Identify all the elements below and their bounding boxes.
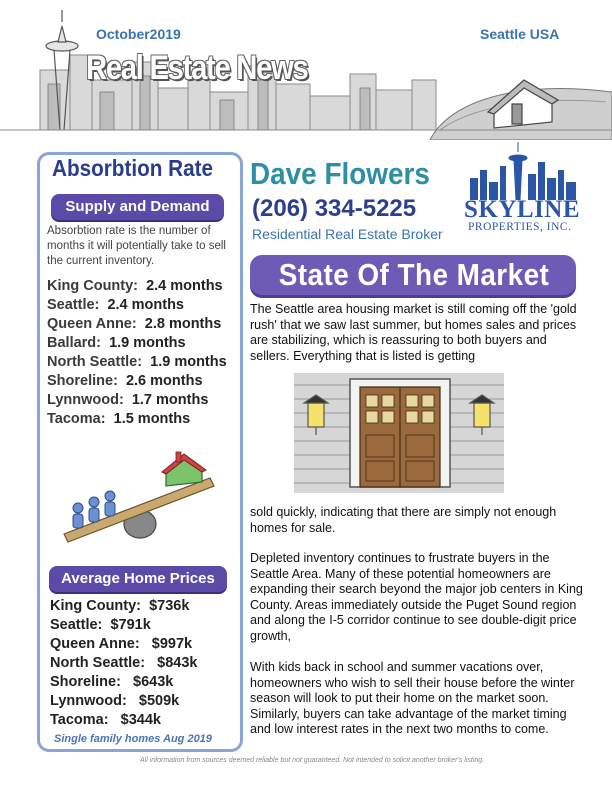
absorption-description: Absorbtion rate is the number of months it will potentially take to sell the current inventory. xyxy=(47,225,226,267)
supply-demand-badge: Supply and Demand xyxy=(51,194,224,220)
broker-role: Residential Real Estate Broker xyxy=(252,226,443,242)
location-label: Seattle USA xyxy=(480,26,560,42)
front-door-illustration xyxy=(294,373,504,493)
broker-name: Dave Flowers xyxy=(250,156,430,191)
article-paragraph: The Seattle area housing market is still coming off the 'gold rush' that we saw last summer, but homes sales and prices are stabilizing, which is reassuring to both buyers and sellers. Everything that is listed is getting xyxy=(250,302,577,363)
price-row: King County: $736k xyxy=(50,598,190,614)
newsletter-title: Real Estate News xyxy=(86,49,308,87)
absorption-row: Seattle: 2.4 months xyxy=(47,297,184,313)
price-footnote: Single family homes Aug 2019 xyxy=(54,733,212,745)
skyline-logo-icon xyxy=(466,142,580,200)
absorption-row: Shoreline: 2.6 months xyxy=(47,373,203,389)
section-title: State Of The Market xyxy=(278,257,550,292)
price-row: Tacoma: $344k xyxy=(50,712,161,728)
issue-date: October2019 xyxy=(96,26,181,42)
article-paragraph: Depleted inventory continues to frustrate buyers in the Seattle Area. Many of these potential homeowners are expanding their search beyond the major job centers in King County. Areas immediately outside the Puget Sound region and along the I-5 corridor continue to see double-digit price growth, xyxy=(250,551,583,643)
article-paragraph: With kids back in school and summer vacations over, homeowners who wish to sell their house before the winter season will look to put their home on the market soon. Similarly, buyers can take advantage of the market timing and low interest rates in the next two months to come. xyxy=(250,660,575,736)
price-row: Lynnwood: $509k xyxy=(50,693,180,709)
price-row: North Seattle: $843k xyxy=(50,655,198,671)
broker-phone[interactable]: (206) 334-5225 xyxy=(252,195,417,222)
absorption-row: Queen Anne: 2.8 months xyxy=(47,316,222,332)
price-row: Queen Anne: $997k xyxy=(50,636,193,652)
absorption-row: Tacoma: 1.5 months xyxy=(47,411,191,427)
absorption-row: Ballard: 1.9 months xyxy=(47,335,186,351)
disclaimer-footer: All information from sources deemed reliable but not guaranteed. Not intended to solicit another broker's listing. xyxy=(140,757,485,764)
price-row: Seattle: $791k xyxy=(50,617,151,633)
absorption-row: Lynnwood: 1.7 months xyxy=(47,392,209,408)
absorption-title: Absorbtion Rate xyxy=(52,155,214,181)
average-prices-badge: Average Home Prices xyxy=(49,566,227,592)
absorption-row: North Seattle: 1.9 months xyxy=(47,354,227,370)
logo-subtitle: PROPERTIES, INC. xyxy=(468,221,572,233)
supply-demand-seesaw-illustration xyxy=(60,448,220,548)
price-row: Shoreline: $643k xyxy=(50,674,174,690)
article-paragraph: sold quickly, indicating that there are simply not enough homes for sale. xyxy=(250,505,557,535)
absorption-row: King County: 2.4 months xyxy=(47,278,223,294)
logo-wordmark: SKYLINE xyxy=(464,196,581,223)
